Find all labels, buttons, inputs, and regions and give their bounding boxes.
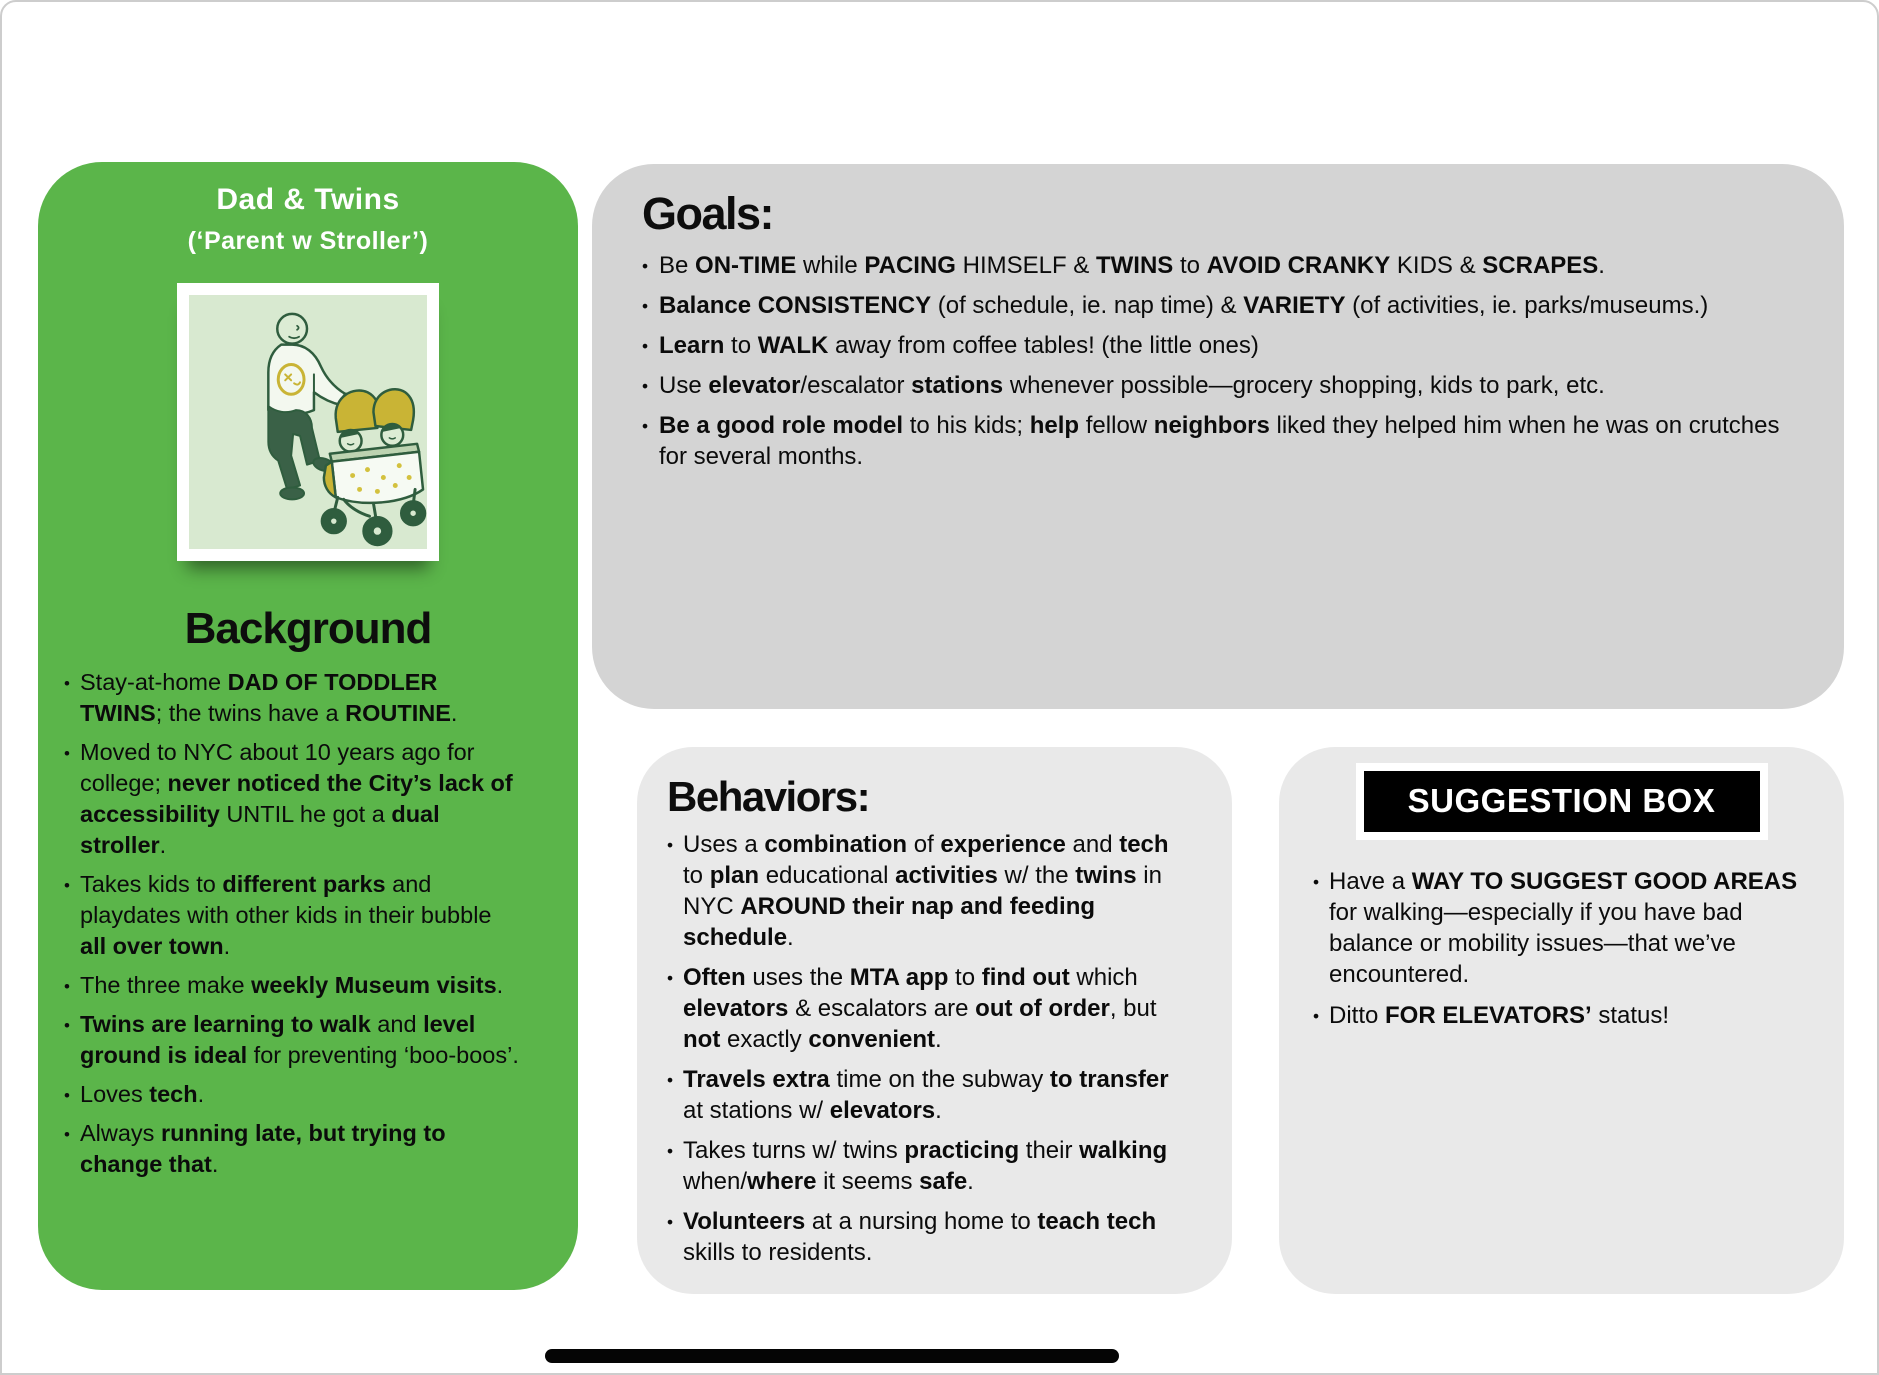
bullet-item: • Takes turns w/ twins practicing their walking when/where it seems safe. bbox=[667, 1135, 1188, 1197]
suggestion-bullet-list bbox=[1279, 866, 1844, 1031]
bullet-item: • Uses a combination of experience and tech to plan educational activities w/ the twins in NYC AROUND their nap and feeding schedule. bbox=[667, 829, 1188, 953]
bullet-item: • Learn to WALK away from coffee tables! (the little ones) bbox=[642, 330, 1784, 361]
bullet-item: • Twins are learning to walk and level ground is ideal for preventing ‘boo-boos’. bbox=[64, 1009, 520, 1071]
bullet-item: • Often uses the MTA app to find out which elevators & escalators are out of order, but not exactly convenient. bbox=[667, 962, 1188, 1055]
bullet-item: • Balance CONSISTENCY (of schedule, ie. nap time) & VARIETY (of activities, ie. parks/museums.) bbox=[642, 290, 1784, 321]
bullet-item: • Be ON-TIME while PACING HIMSELF & TWINS to AVOID CRANKY KIDS & SCRAPES. bbox=[642, 250, 1784, 281]
persona-panel bbox=[38, 162, 578, 1290]
bullet-item: • The three make weekly Museum visits. bbox=[64, 970, 520, 1001]
behaviors-heading: Behaviors: bbox=[667, 773, 870, 820]
bullet-item: • Travels extra time on the subway to transfer at stations w/ elevators. bbox=[667, 1064, 1188, 1126]
bullet-item: • Ditto FOR ELEVATORS’ status! bbox=[1313, 1000, 1806, 1031]
persona-photo bbox=[189, 295, 427, 549]
suggestion-box-header bbox=[1356, 763, 1768, 840]
persona-subtitle: (‘Parent w Stroller’) bbox=[187, 227, 429, 255]
suggestion-box-heading: SUGGESTION BOX bbox=[1407, 782, 1716, 819]
suggestion-box bbox=[1279, 747, 1844, 1294]
persona-title: Dad & Twins bbox=[216, 183, 400, 216]
behaviors-box bbox=[637, 747, 1232, 1294]
bullet-item: • Takes kids to different parks and playdates with other kids in their bubble all over town. bbox=[64, 869, 520, 962]
background-bullet-list bbox=[38, 667, 578, 1180]
bullet-item: • Moved to NYC about 10 years ago for college; never noticed the City’s lack of accessibility UNTIL he got a dual stroller. bbox=[64, 737, 520, 861]
goals-heading: Goals: bbox=[642, 188, 774, 239]
bullet-item: • Be a good role model to his kids; help fellow neighbors liked they helped him when he was on crutches for several months. bbox=[642, 410, 1784, 472]
behaviors-bullet-list bbox=[667, 829, 1188, 1268]
background-heading: Background bbox=[184, 604, 432, 653]
dad-double-stroller-illustration bbox=[189, 295, 427, 549]
bullet-item: • Use elevator/escalator stations whenever possible—grocery shopping, kids to park, etc. bbox=[642, 370, 1784, 401]
bullet-item: • Have a WAY TO SUGGEST GOOD AREAS for walking—especially if you have bad balance or mobility issues—that we’ve encountered. bbox=[1313, 866, 1806, 990]
persona-photo-frame bbox=[177, 283, 439, 561]
goals-bullet-list bbox=[642, 250, 1784, 472]
bullet-item: • Volunteers at a nursing home to teach tech skills to residents. bbox=[667, 1206, 1188, 1268]
goals-box bbox=[592, 164, 1844, 709]
bullet-item: • Loves tech. bbox=[64, 1079, 520, 1110]
bullet-item: • Always running late, but trying to change that. bbox=[64, 1118, 520, 1180]
bullet-item: • Stay-at-home DAD OF TODDLER TWINS; the twins have a ROUTINE. bbox=[64, 667, 520, 729]
bottom-indicator-bar bbox=[545, 1349, 1119, 1363]
